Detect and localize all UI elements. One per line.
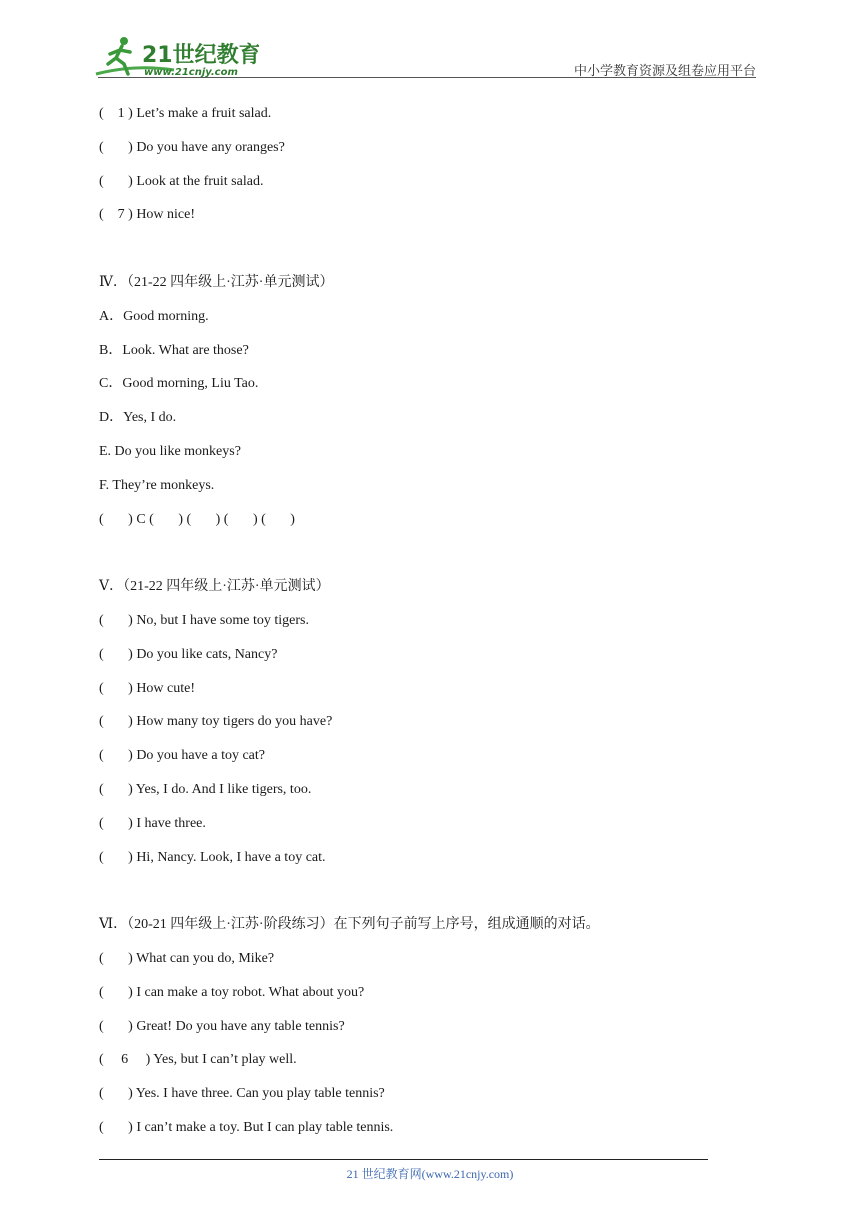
- option-line: D．Yes, I do.: [99, 410, 177, 426]
- dialogue-line: ( 6 ) Yes, but I can’t play well.: [99, 1052, 297, 1068]
- dialogue-line: ( 1 ) Let’s make a fruit salad.: [99, 106, 272, 121]
- dialogue-line: ( ) I can make a toy robot. What about you?: [99, 984, 365, 1000]
- dialogue-line: ( ) Yes. I have three. Can you play table tennis?: [99, 1086, 385, 1102]
- dialogue-line: ( ) I can’t make a toy. But I can play table tennis.: [99, 1119, 394, 1135]
- option-line: B．Look. What are those?: [99, 342, 249, 358]
- dialogue-line: ( ) I have three.: [99, 815, 206, 831]
- section-4: [99, 273, 759, 530]
- answer-blanks: ( ) C ( ) ( ) ( ) ( ): [99, 511, 295, 527]
- section-3: [99, 104, 759, 225]
- section-heading: Ⅴ．（21-22 四年级上·江苏·单元测试）: [99, 579, 330, 595]
- dialogue-line: ( ) How cute!: [99, 680, 196, 696]
- dialogue-line: ( ) Yes, I do. And I like tigers, too.: [99, 781, 312, 797]
- worksheet-content: [99, 104, 759, 1152]
- option-line: C．Good morning, Liu Tao.: [99, 376, 259, 392]
- dialogue-line: ( ) Do you like cats, Nancy?: [99, 646, 278, 662]
- dialogue-line: ( ) Hi, Nancy. Look, I have a toy cat.: [99, 849, 326, 865]
- section-5: [99, 577, 759, 867]
- platform-title: 中小学教育资源及组卷应用平台: [573, 64, 756, 79]
- section-heading: Ⅵ．（20-21 四年级上·江苏·阶段练习）在下列句子前写上序号，组成通顺的对话。: [99, 917, 600, 933]
- dialogue-line: ( 7 ) How nice!: [99, 207, 196, 223]
- dialogue-line: ( ) Do you have any oranges?: [99, 139, 285, 155]
- dialogue-line: ( ) Do you have a toy cat?: [99, 748, 265, 764]
- footer-divider: [99, 1159, 708, 1160]
- option-line: E. Do you like monkeys?: [99, 443, 241, 459]
- section-heading: Ⅳ．（21-22 四年级上·江苏·单元测试）: [99, 274, 334, 290]
- section-6: [99, 915, 759, 1138]
- site-logo: [94, 34, 259, 80]
- dialogue-line: ( ) How many toy tigers do you have?: [99, 714, 333, 730]
- dialogue-line: ( ) What can you do, Mike?: [99, 950, 275, 966]
- dialogue-line: ( ) Great! Do you have any table tennis?: [99, 1018, 345, 1034]
- dialogue-line: ( ) Look at the fruit salad.: [99, 173, 264, 189]
- header-divider: [98, 77, 756, 78]
- svg-text:www.21cnjy.com: www.21cnjy.com: [144, 67, 238, 78]
- svg-text:21世纪教育: 21世纪教育: [142, 43, 259, 68]
- option-line: A．Good morning.: [99, 308, 209, 324]
- logo-runner-icon: [94, 34, 259, 80]
- footer-link[interactable]: 21 世纪教育网(www.21cnjy.com): [346, 1167, 514, 1181]
- option-line: F. They’re monkeys.: [99, 477, 215, 493]
- dialogue-line: ( ) No, but I have some toy tigers.: [99, 612, 309, 628]
